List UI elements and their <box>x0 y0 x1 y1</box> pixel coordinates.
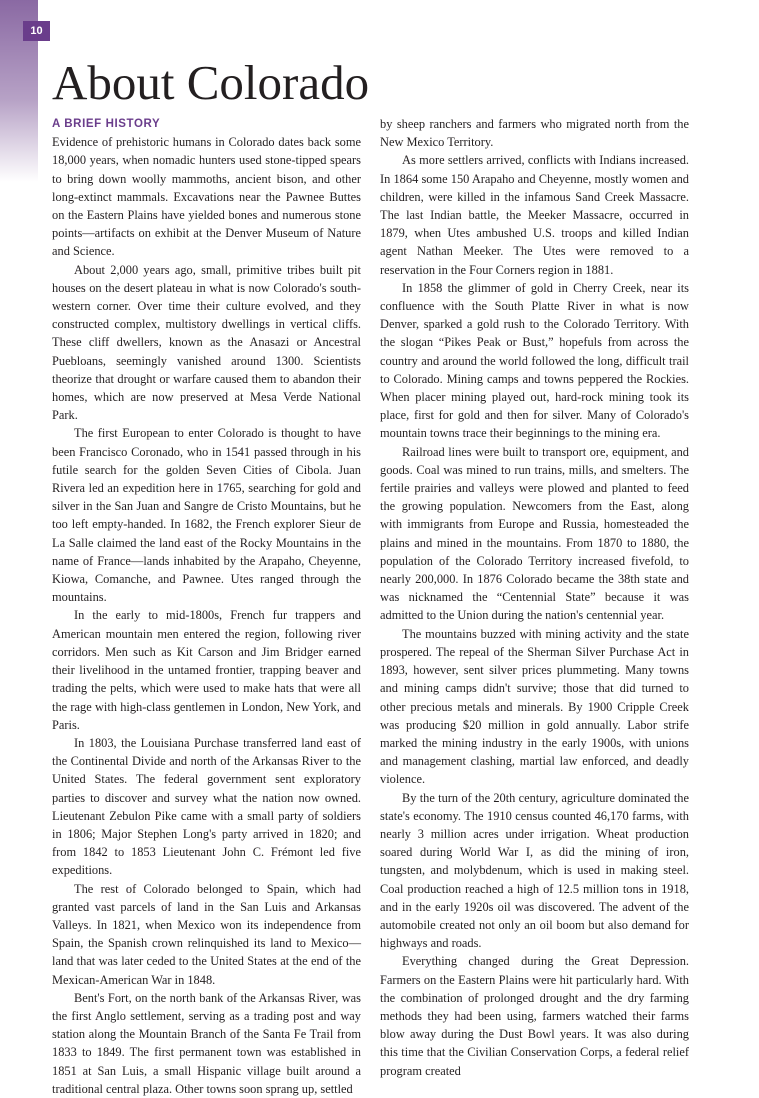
right-paragraph: The mountains buzzed with mining activity and the state prospered. The repeal of the Sherman Silver Purchase Act in 1893, however, sent silver prices plummeting. Many towns and mining camps didn't survive; those that did turned to other precious metals and minerals. By 1900 Cripple Creek was producing $20 million in gold annually. Labor strife marked the mining industry in the early 1900s, with unions and management clashing, martial law enforced, and deadly violence. <box>380 626 689 787</box>
left-paragraph: Evidence of prehistoric humans in Colorado dates back some 18,000 years, when nomadic hunters used stone-tipped spears to bring down woolly mammoths, ancient bison, and other long-extinct mammals. Excavations near the Pawnee Buttes on the Eastern Plains have yielded bones and numerous stone points—artifacts on exhibit at the Denver Museum of Nature and Science. <box>52 135 361 259</box>
left-paragraph: The rest of Colorado belonged to Spain, which had granted vast parcels of land in the San Luis and Arkansas Valleys. In 1821, when Mexico won its independence from Spain, the Spanish crown relinquished its land to Mexico—land that was later ceded to the United States at the end of the Mexican-American War in 1848. <box>52 881 361 987</box>
section-heading: A BRIEF HISTORY <box>52 118 161 130</box>
left-paragraph: Bent's Fort, on the north bank of the Arkansas River, was the first Anglo settlement, serving as a trading post and way station along the Mountain Branch of the Santa Fe Trail from 1833 to 1849. The first permanent town was established in 1851 at San Luis, a small Hispanic village built around a traditional central plaza. Other towns soon sprang up, settled <box>52 990 361 1096</box>
right-paragraph: As more settlers arrived, conflicts with Indians increased. In 1864 some 150 Arapaho and Cheyenne, mostly women and children, were killed in the infamous Sand Creek Massacre. The last Indian battle, the Meeker Massacre, occurred in 1879, when Utes ambushed U.S. troops and killed Indian agent Nathan Meeker. The Utes were removed to a reservation in the Four Corners region in 1881. <box>380 153 689 277</box>
right-paragraph: Everything changed during the Great Depression. Farmers on the Eastern Plains were hit particularly hard. With the combination of prolonged drought and the dry farming methods they had been using, farmers watched their farms blow away during the Dust Bowl years. It was also during this time that the Civilian Conservation Corps, a federal relief program created <box>380 954 689 1078</box>
left-paragraph: In the early to mid-1800s, French fur trappers and American mountain men entered the region, following river corridors. Men such as Kit Carson and Jim Bridger earned their livelihood in the untamed frontier, trapping beaver and trading the pelts, which were used to make hats that were all the rage with high-class gentlemen in London, New York, and Paris. <box>52 608 361 732</box>
left-column <box>52 115 361 1098</box>
page-title: About Colorado <box>52 55 370 110</box>
right-paragraph: Railroad lines were built to transport ore, equipment, and goods. Coal was mined to run trains, mills, and smelters. The fertile prairies and valleys were plowed and planted to feed the growing population. Newcomers from the East, along with immigrants from Europe and Russia, homesteaded the plains and mined in the mountains. From 1870 to 1880, the population of the Colorado Territory increased fivefold, to nearly 200,000. In 1876 Colorado became the 38th state and was nicknamed the “Centennial State” because it was admitted to the Union during the nation's centennial year. <box>380 444 689 623</box>
right-paragraph: In 1858 the glimmer of gold in Cherry Creek, near its confluence with the South Platte River in what is now Denver, sparked a gold rush to the Colorado Territory. With the slogan “Pikes Peak or Bust,” hopefuls from across the country and around the world followed the long, difficult trail to Colorado. Mining camps and towns peppered the Rockies. When placer mining played out, hard-rock mining took its place, first for gold and then for silver. Many of Colorado's mountain towns trace their beginnings to the mining era. <box>380 280 689 441</box>
page-number: 10 <box>23 21 50 41</box>
right-paragraph: By the turn of the 20th century, agriculture dominated the state's economy. The 1910 census counted 46,170 farms, with nearly 3 million acres under irrigation. Wheat production soared during World War I, as did the mining of iron, tungsten, and molybdenum, which is used in making steel. Coal production reached a high of 12.5 million tons in 1918, and in the early 1920s oil was discovered. The advent of the automobile created not only an oil boom but also demand for highways and roads. <box>380 790 689 951</box>
left-paragraph: The first European to enter Colorado is thought to have been Francisco Coronado, who in 1541 passed through in his futile search for the golden Seven Cities of Cibola. Juan Rivera led an expedition here in 1765, searching for gold and silver in the San Juan and Sangre de Cristo Mountains, but he too left empty-handed. In 1682, the French explorer Sieur de La Salle claimed the land east of the Rocky Mountains in the name of France—lands inhabited by the Arapaho, Cheyenne, Kiowa, Comanche, and Pawnee. Utes ranged through the mountains. <box>52 426 361 605</box>
left-paragraph: In 1803, the Louisiana Purchase transferred land east of the Continental Divide and north of the Arkansas River to the United States. The federal government sent exploratory parties to discover and survey what the nation now owned. Lieutenant Zebulon Pike came with a small party of soldiers in 1806; Major Stephen Long's party arrived in 1820; and from 1842 to 1853 Lieutenant John C. Frémont led five expeditions. <box>52 735 361 878</box>
left-paragraph: About 2,000 years ago, small, primitive tribes built pit houses on the desert plateau in what is now Colorado's south-western corner. Over time their culture evolved, and they constructed complex, multistory dwellings in vertical cliffs. These cliff dwellers, known as the Anasazi or Ancestral Puebloans, seemingly vanished around 1300. Scientists theorize that drought or warfare caused them to abandon their homes, which are now preserved at Mesa Verde National Park. <box>52 262 361 423</box>
right-column <box>380 115 689 1080</box>
right-paragraph: by sheep ranchers and farmers who migrated north from the New Mexico Territory. <box>380 117 689 150</box>
